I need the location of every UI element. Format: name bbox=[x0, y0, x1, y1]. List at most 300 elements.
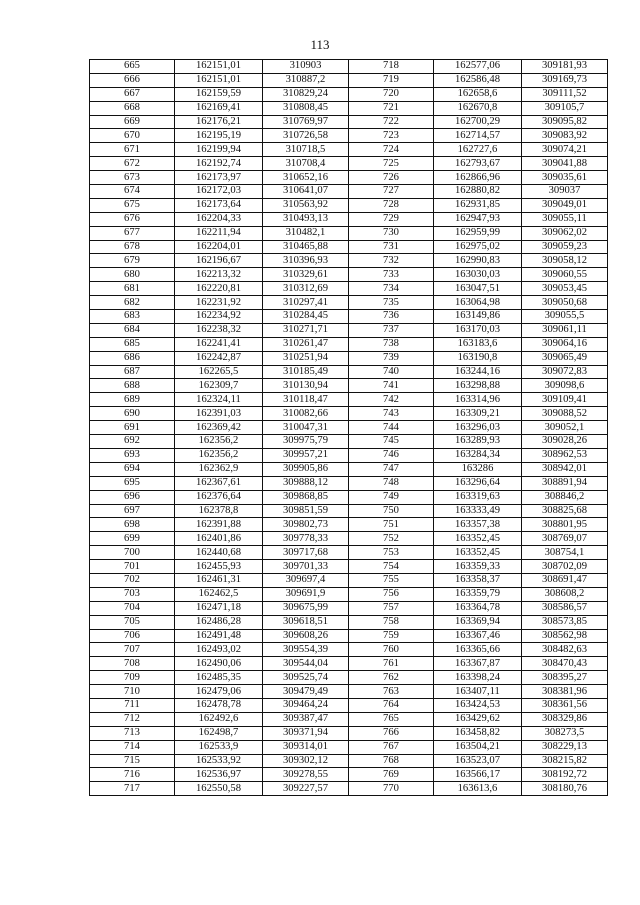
table-row bbox=[90, 671, 608, 685]
y-coordinate-right: 308769,07 bbox=[522, 532, 608, 546]
x-coordinate-left: 162362,9 bbox=[175, 462, 263, 476]
x-coordinate-left: 162195,19 bbox=[175, 129, 263, 143]
point-number-left: 711 bbox=[90, 698, 175, 712]
table-row bbox=[90, 601, 608, 615]
x-coordinate-left: 162369,42 bbox=[175, 421, 263, 435]
point-number-right: 758 bbox=[349, 615, 434, 629]
y-coordinate-left: 309905,86 bbox=[263, 462, 349, 476]
x-coordinate-left: 162176,21 bbox=[175, 115, 263, 129]
point-number-right: 731 bbox=[349, 240, 434, 254]
x-coordinate-left: 162533,92 bbox=[175, 754, 263, 768]
table-row bbox=[90, 87, 608, 101]
point-number-left: 697 bbox=[90, 504, 175, 518]
x-coordinate-left: 162172,03 bbox=[175, 185, 263, 199]
y-coordinate-left: 310808,45 bbox=[263, 101, 349, 115]
x-coordinate-right: 163364,78 bbox=[434, 601, 522, 615]
y-coordinate-left: 309888,12 bbox=[263, 476, 349, 490]
x-coordinate-right: 162714,57 bbox=[434, 129, 522, 143]
y-coordinate-right: 309050,68 bbox=[522, 296, 608, 310]
x-coordinate-right: 163296,03 bbox=[434, 421, 522, 435]
table-row bbox=[90, 657, 608, 671]
x-coordinate-left: 162169,41 bbox=[175, 101, 263, 115]
point-number-left: 688 bbox=[90, 379, 175, 393]
point-number-left: 713 bbox=[90, 726, 175, 740]
x-coordinate-right: 162990,83 bbox=[434, 254, 522, 268]
y-coordinate-left: 309868,85 bbox=[263, 490, 349, 504]
table-row bbox=[90, 226, 608, 240]
x-coordinate-right: 163030,03 bbox=[434, 268, 522, 282]
x-coordinate-right: 163298,88 bbox=[434, 379, 522, 393]
y-coordinate-right: 309181,93 bbox=[522, 60, 608, 74]
y-coordinate-right: 308691,47 bbox=[522, 573, 608, 587]
y-coordinate-left: 309314,01 bbox=[263, 740, 349, 754]
point-number-right: 760 bbox=[349, 643, 434, 657]
point-number-left: 706 bbox=[90, 629, 175, 643]
table-row bbox=[90, 462, 608, 476]
x-coordinate-right: 162866,96 bbox=[434, 171, 522, 185]
point-number-left: 710 bbox=[90, 685, 175, 699]
x-coordinate-right: 162658,6 bbox=[434, 87, 522, 101]
x-coordinate-left: 162478,78 bbox=[175, 698, 263, 712]
x-coordinate-left: 162378,8 bbox=[175, 504, 263, 518]
point-number-left: 678 bbox=[90, 240, 175, 254]
y-coordinate-right: 308395,27 bbox=[522, 671, 608, 685]
y-coordinate-right: 308962,53 bbox=[522, 448, 608, 462]
point-number-left: 717 bbox=[90, 782, 175, 796]
x-coordinate-right: 163504,21 bbox=[434, 740, 522, 754]
point-number-left: 667 bbox=[90, 87, 175, 101]
point-number-right: 729 bbox=[349, 212, 434, 226]
y-coordinate-left: 310271,71 bbox=[263, 323, 349, 337]
y-coordinate-left: 310641,07 bbox=[263, 185, 349, 199]
x-coordinate-right: 162727,6 bbox=[434, 143, 522, 157]
y-coordinate-left: 310329,61 bbox=[263, 268, 349, 282]
x-coordinate-right: 163352,45 bbox=[434, 546, 522, 560]
point-number-right: 748 bbox=[349, 476, 434, 490]
point-number-left: 689 bbox=[90, 393, 175, 407]
point-number-left: 685 bbox=[90, 337, 175, 351]
table-row bbox=[90, 143, 608, 157]
point-number-left: 673 bbox=[90, 171, 175, 185]
x-coordinate-left: 162204,33 bbox=[175, 212, 263, 226]
table-row bbox=[90, 490, 608, 504]
point-number-left: 674 bbox=[90, 185, 175, 199]
x-coordinate-left: 162491,48 bbox=[175, 629, 263, 643]
point-number-right: 724 bbox=[349, 143, 434, 157]
y-coordinate-right: 309072,83 bbox=[522, 365, 608, 379]
y-coordinate-right: 308754,1 bbox=[522, 546, 608, 560]
point-number-right: 762 bbox=[349, 671, 434, 685]
table-row bbox=[90, 573, 608, 587]
y-coordinate-left: 310563,92 bbox=[263, 198, 349, 212]
point-number-left: 694 bbox=[90, 462, 175, 476]
table-row bbox=[90, 754, 608, 768]
x-coordinate-right: 163398,24 bbox=[434, 671, 522, 685]
x-coordinate-right: 163286 bbox=[434, 462, 522, 476]
table-row bbox=[90, 337, 608, 351]
table-row bbox=[90, 546, 608, 560]
point-number-right: 745 bbox=[349, 435, 434, 449]
x-coordinate-left: 162231,92 bbox=[175, 296, 263, 310]
table-row bbox=[90, 712, 608, 726]
y-coordinate-left: 310284,45 bbox=[263, 310, 349, 324]
x-coordinate-right: 163047,51 bbox=[434, 282, 522, 296]
y-coordinate-left: 310652,16 bbox=[263, 171, 349, 185]
point-number-right: 740 bbox=[349, 365, 434, 379]
table-row bbox=[90, 282, 608, 296]
y-coordinate-left: 310082,66 bbox=[263, 407, 349, 421]
table-row bbox=[90, 421, 608, 435]
y-coordinate-left: 310493,13 bbox=[263, 212, 349, 226]
y-coordinate-right: 309035,61 bbox=[522, 171, 608, 185]
x-coordinate-left: 162199,94 bbox=[175, 143, 263, 157]
x-coordinate-right: 162700,29 bbox=[434, 115, 522, 129]
y-coordinate-right: 309105,7 bbox=[522, 101, 608, 115]
point-number-right: 734 bbox=[349, 282, 434, 296]
x-coordinate-left: 162173,97 bbox=[175, 171, 263, 185]
y-coordinate-right: 309061,11 bbox=[522, 323, 608, 337]
table-row bbox=[90, 254, 608, 268]
point-number-right: 723 bbox=[349, 129, 434, 143]
point-number-right: 727 bbox=[349, 185, 434, 199]
x-coordinate-right: 163523,07 bbox=[434, 754, 522, 768]
x-coordinate-right: 163190,8 bbox=[434, 351, 522, 365]
point-number-right: 746 bbox=[349, 448, 434, 462]
point-number-left: 668 bbox=[90, 101, 175, 115]
x-coordinate-left: 162462,5 bbox=[175, 587, 263, 601]
x-coordinate-right: 162670,8 bbox=[434, 101, 522, 115]
y-coordinate-left: 310185,49 bbox=[263, 365, 349, 379]
y-coordinate-right: 308702,09 bbox=[522, 560, 608, 574]
point-number-left: 715 bbox=[90, 754, 175, 768]
x-coordinate-left: 162367,61 bbox=[175, 476, 263, 490]
point-number-left: 716 bbox=[90, 768, 175, 782]
point-number-right: 761 bbox=[349, 657, 434, 671]
point-number-right: 749 bbox=[349, 490, 434, 504]
y-coordinate-left: 309717,68 bbox=[263, 546, 349, 560]
coordinates-table bbox=[89, 59, 608, 796]
y-coordinate-right: 308608,2 bbox=[522, 587, 608, 601]
table-row bbox=[90, 212, 608, 226]
x-coordinate-left: 162479,06 bbox=[175, 685, 263, 699]
table-row bbox=[90, 240, 608, 254]
x-coordinate-right: 163358,37 bbox=[434, 573, 522, 587]
x-coordinate-right: 163407,11 bbox=[434, 685, 522, 699]
table-row bbox=[90, 698, 608, 712]
y-coordinate-right: 308329,86 bbox=[522, 712, 608, 726]
x-coordinate-left: 162204,01 bbox=[175, 240, 263, 254]
table-row bbox=[90, 296, 608, 310]
table-row bbox=[90, 393, 608, 407]
y-coordinate-left: 309608,26 bbox=[263, 629, 349, 643]
x-coordinate-right: 163333,49 bbox=[434, 504, 522, 518]
table-row bbox=[90, 740, 608, 754]
x-coordinate-right: 162793,67 bbox=[434, 157, 522, 171]
point-number-left: 681 bbox=[90, 282, 175, 296]
point-number-right: 770 bbox=[349, 782, 434, 796]
y-coordinate-right: 308361,56 bbox=[522, 698, 608, 712]
y-coordinate-left: 309554,39 bbox=[263, 643, 349, 657]
x-coordinate-right: 163296,64 bbox=[434, 476, 522, 490]
x-coordinate-right: 162947,93 bbox=[434, 212, 522, 226]
point-number-left: 695 bbox=[90, 476, 175, 490]
page-number: 113 bbox=[310, 37, 330, 52]
x-coordinate-left: 162455,93 bbox=[175, 560, 263, 574]
y-coordinate-right: 309064,16 bbox=[522, 337, 608, 351]
y-coordinate-right: 309037 bbox=[522, 185, 608, 199]
x-coordinate-right: 163458,82 bbox=[434, 726, 522, 740]
x-coordinate-right: 162959,99 bbox=[434, 226, 522, 240]
x-coordinate-left: 162493,02 bbox=[175, 643, 263, 657]
y-coordinate-right: 309111,52 bbox=[522, 87, 608, 101]
x-coordinate-right: 163365,66 bbox=[434, 643, 522, 657]
point-number-right: 756 bbox=[349, 587, 434, 601]
table-row bbox=[90, 185, 608, 199]
point-number-right: 730 bbox=[349, 226, 434, 240]
x-coordinate-left: 162485,35 bbox=[175, 671, 263, 685]
x-coordinate-left: 162241,41 bbox=[175, 337, 263, 351]
x-coordinate-right: 163367,87 bbox=[434, 657, 522, 671]
y-coordinate-left: 310726,58 bbox=[263, 129, 349, 143]
point-number-left: 676 bbox=[90, 212, 175, 226]
table-row bbox=[90, 504, 608, 518]
table-row bbox=[90, 115, 608, 129]
point-number-left: 702 bbox=[90, 573, 175, 587]
point-number-right: 732 bbox=[349, 254, 434, 268]
table-row bbox=[90, 560, 608, 574]
x-coordinate-right: 163064,98 bbox=[434, 296, 522, 310]
y-coordinate-right: 308381,96 bbox=[522, 685, 608, 699]
point-number-right: 733 bbox=[349, 268, 434, 282]
point-number-left: 690 bbox=[90, 407, 175, 421]
y-coordinate-right: 309041,88 bbox=[522, 157, 608, 171]
point-number-right: 718 bbox=[349, 60, 434, 74]
y-coordinate-right: 309169,73 bbox=[522, 73, 608, 87]
point-number-left: 691 bbox=[90, 421, 175, 435]
point-number-left: 714 bbox=[90, 740, 175, 754]
y-coordinate-right: 308891,94 bbox=[522, 476, 608, 490]
x-coordinate-right: 163183,6 bbox=[434, 337, 522, 351]
table-row bbox=[90, 587, 608, 601]
y-coordinate-right: 308942,01 bbox=[522, 462, 608, 476]
x-coordinate-left: 162324,11 bbox=[175, 393, 263, 407]
point-number-left: 686 bbox=[90, 351, 175, 365]
point-number-left: 687 bbox=[90, 365, 175, 379]
x-coordinate-left: 162192,74 bbox=[175, 157, 263, 171]
y-coordinate-left: 309525,74 bbox=[263, 671, 349, 685]
y-coordinate-right: 309074,21 bbox=[522, 143, 608, 157]
point-number-right: 757 bbox=[349, 601, 434, 615]
x-coordinate-right: 163284,34 bbox=[434, 448, 522, 462]
y-coordinate-left: 309371,94 bbox=[263, 726, 349, 740]
y-coordinate-right: 309059,23 bbox=[522, 240, 608, 254]
point-number-left: 696 bbox=[90, 490, 175, 504]
table-row bbox=[90, 365, 608, 379]
point-number-left: 704 bbox=[90, 601, 175, 615]
point-number-left: 703 bbox=[90, 587, 175, 601]
x-coordinate-left: 162196,67 bbox=[175, 254, 263, 268]
coordinates-table-body bbox=[90, 60, 608, 796]
x-coordinate-left: 162265,5 bbox=[175, 365, 263, 379]
point-number-right: 769 bbox=[349, 768, 434, 782]
table-row bbox=[90, 351, 608, 365]
x-coordinate-right: 163357,38 bbox=[434, 518, 522, 532]
y-coordinate-left: 309701,33 bbox=[263, 560, 349, 574]
point-number-right: 763 bbox=[349, 685, 434, 699]
point-number-right: 742 bbox=[349, 393, 434, 407]
point-number-right: 753 bbox=[349, 546, 434, 560]
y-coordinate-right: 308562,98 bbox=[522, 629, 608, 643]
table-row bbox=[90, 435, 608, 449]
point-number-right: 726 bbox=[349, 171, 434, 185]
x-coordinate-left: 162471,18 bbox=[175, 601, 263, 615]
table-row bbox=[90, 268, 608, 282]
y-coordinate-left: 310718,5 bbox=[263, 143, 349, 157]
y-coordinate-left: 309957,21 bbox=[263, 448, 349, 462]
table-row bbox=[90, 476, 608, 490]
point-number-right: 736 bbox=[349, 310, 434, 324]
x-coordinate-right: 162586,48 bbox=[434, 73, 522, 87]
table-row bbox=[90, 726, 608, 740]
table-row bbox=[90, 101, 608, 115]
table-row bbox=[90, 157, 608, 171]
y-coordinate-left: 309464,24 bbox=[263, 698, 349, 712]
x-coordinate-left: 162159,59 bbox=[175, 87, 263, 101]
table-row bbox=[90, 782, 608, 796]
y-coordinate-right: 308801,95 bbox=[522, 518, 608, 532]
y-coordinate-right: 309055,11 bbox=[522, 212, 608, 226]
table-row bbox=[90, 73, 608, 87]
x-coordinate-right: 163319,63 bbox=[434, 490, 522, 504]
y-coordinate-right: 309055,5 bbox=[522, 310, 608, 324]
point-number-right: 728 bbox=[349, 198, 434, 212]
y-coordinate-left: 310251,94 bbox=[263, 351, 349, 365]
table-row bbox=[90, 615, 608, 629]
table-row bbox=[90, 60, 608, 74]
x-coordinate-right: 162975,02 bbox=[434, 240, 522, 254]
y-coordinate-left: 310482,1 bbox=[263, 226, 349, 240]
x-coordinate-right: 163170,03 bbox=[434, 323, 522, 337]
point-number-left: 665 bbox=[90, 60, 175, 74]
table-row bbox=[90, 685, 608, 699]
y-coordinate-left: 310130,94 bbox=[263, 379, 349, 393]
table-row bbox=[90, 768, 608, 782]
y-coordinate-left: 309975,79 bbox=[263, 435, 349, 449]
y-coordinate-left: 310829,24 bbox=[263, 87, 349, 101]
y-coordinate-left: 310708,4 bbox=[263, 157, 349, 171]
y-coordinate-right: 308846,2 bbox=[522, 490, 608, 504]
y-coordinate-left: 310297,41 bbox=[263, 296, 349, 310]
point-number-left: 708 bbox=[90, 657, 175, 671]
y-coordinate-right: 308470,43 bbox=[522, 657, 608, 671]
x-coordinate-left: 162151,01 bbox=[175, 73, 263, 87]
y-coordinate-right: 308273,5 bbox=[522, 726, 608, 740]
point-number-right: 741 bbox=[349, 379, 434, 393]
point-number-right: 751 bbox=[349, 518, 434, 532]
point-number-left: 698 bbox=[90, 518, 175, 532]
point-number-left: 683 bbox=[90, 310, 175, 324]
x-coordinate-right: 163309,21 bbox=[434, 407, 522, 421]
table-row bbox=[90, 532, 608, 546]
y-coordinate-left: 310261,47 bbox=[263, 337, 349, 351]
y-coordinate-right: 309060,55 bbox=[522, 268, 608, 282]
y-coordinate-right: 308482,63 bbox=[522, 643, 608, 657]
y-coordinate-left: 309691,9 bbox=[263, 587, 349, 601]
point-number-left: 666 bbox=[90, 73, 175, 87]
x-coordinate-left: 162401,86 bbox=[175, 532, 263, 546]
table-row bbox=[90, 323, 608, 337]
table-row bbox=[90, 129, 608, 143]
table-row bbox=[90, 379, 608, 393]
point-number-right: 767 bbox=[349, 740, 434, 754]
y-coordinate-left: 310887,2 bbox=[263, 73, 349, 87]
table-row bbox=[90, 407, 608, 421]
point-number-left: 684 bbox=[90, 323, 175, 337]
y-coordinate-right: 309053,45 bbox=[522, 282, 608, 296]
y-coordinate-left: 309302,12 bbox=[263, 754, 349, 768]
point-number-left: 705 bbox=[90, 615, 175, 629]
y-coordinate-right: 308573,85 bbox=[522, 615, 608, 629]
x-coordinate-left: 162213,32 bbox=[175, 268, 263, 282]
point-number-left: 693 bbox=[90, 448, 175, 462]
y-coordinate-right: 309088,52 bbox=[522, 407, 608, 421]
y-coordinate-right: 309028,26 bbox=[522, 435, 608, 449]
point-number-right: 768 bbox=[349, 754, 434, 768]
point-number-left: 692 bbox=[90, 435, 175, 449]
x-coordinate-right: 163359,33 bbox=[434, 560, 522, 574]
point-number-left: 670 bbox=[90, 129, 175, 143]
table-row bbox=[90, 629, 608, 643]
x-coordinate-left: 162234,92 bbox=[175, 310, 263, 324]
y-coordinate-left: 310396,93 bbox=[263, 254, 349, 268]
point-number-right: 737 bbox=[349, 323, 434, 337]
y-coordinate-left: 309227,57 bbox=[263, 782, 349, 796]
table-row bbox=[90, 518, 608, 532]
point-number-left: 700 bbox=[90, 546, 175, 560]
x-coordinate-right: 163566,17 bbox=[434, 768, 522, 782]
y-coordinate-right: 308215,82 bbox=[522, 754, 608, 768]
y-coordinate-right: 308192,72 bbox=[522, 768, 608, 782]
x-coordinate-left: 162490,06 bbox=[175, 657, 263, 671]
point-number-left: 712 bbox=[90, 712, 175, 726]
table-row bbox=[90, 310, 608, 324]
point-number-left: 672 bbox=[90, 157, 175, 171]
y-coordinate-left: 309802,73 bbox=[263, 518, 349, 532]
y-coordinate-left: 310903 bbox=[263, 60, 349, 74]
point-number-right: 752 bbox=[349, 532, 434, 546]
y-coordinate-left: 309278,55 bbox=[263, 768, 349, 782]
point-number-right: 759 bbox=[349, 629, 434, 643]
x-coordinate-right: 162880,82 bbox=[434, 185, 522, 199]
y-coordinate-right: 309052,1 bbox=[522, 421, 608, 435]
y-coordinate-left: 310118,47 bbox=[263, 393, 349, 407]
x-coordinate-right: 163149,86 bbox=[434, 310, 522, 324]
y-coordinate-left: 310312,69 bbox=[263, 282, 349, 296]
y-coordinate-left: 309387,47 bbox=[263, 712, 349, 726]
x-coordinate-right: 163369,94 bbox=[434, 615, 522, 629]
x-coordinate-right: 163352,45 bbox=[434, 532, 522, 546]
point-number-right: 743 bbox=[349, 407, 434, 421]
y-coordinate-right: 308586,57 bbox=[522, 601, 608, 615]
y-coordinate-right: 309098,6 bbox=[522, 379, 608, 393]
y-coordinate-left: 310465,88 bbox=[263, 240, 349, 254]
y-coordinate-right: 309049,01 bbox=[522, 198, 608, 212]
x-coordinate-left: 162391,88 bbox=[175, 518, 263, 532]
y-coordinate-right: 309065,49 bbox=[522, 351, 608, 365]
table-row bbox=[90, 171, 608, 185]
x-coordinate-left: 162309,7 bbox=[175, 379, 263, 393]
y-coordinate-left: 309618,51 bbox=[263, 615, 349, 629]
